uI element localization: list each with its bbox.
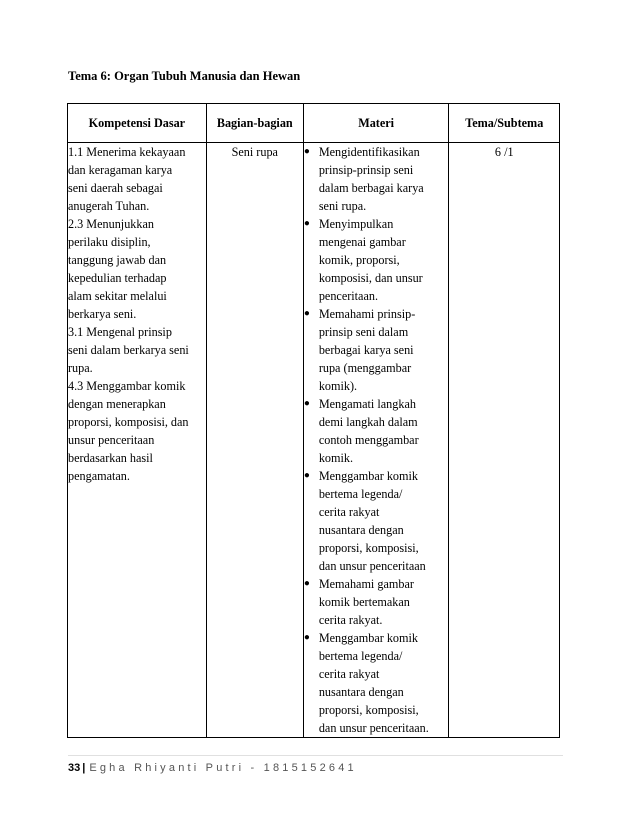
kompetensi-line: 2.3 Menunjukkan [68,217,154,231]
header-materi: Materi [303,104,449,143]
materi-line: Menyimpulkan [318,217,394,231]
materi-line: proporsi, komposisi, [318,541,419,555]
kompetensi-line: seni dalam berkarya seni [68,343,189,357]
footer-divider [68,755,563,756]
materi-line: nusantara dengan [318,523,404,537]
materi-line: Memahami prinsip- [318,307,416,321]
materi-item [304,215,449,305]
page-number: 33 [68,762,81,774]
materi-line: Memahami gambar [318,577,414,591]
competency-table [67,103,560,738]
materi-list [304,143,449,737]
kompetensi-line: berkarya seni. [68,307,137,321]
materi-line: demi langkah dalam [318,415,418,429]
materi-line: bertema legenda/ [318,649,403,663]
kompetensi-line: pengamatan. [68,469,130,483]
bullet-icon: ● [303,218,310,229]
materi-item [304,395,449,467]
bagian-cell: Seni rupa [206,143,303,738]
materi-line: prinsip-prinsip seni [318,163,414,177]
kompetensi-line: anugerah Tuhan. [68,199,150,213]
materi-line: komik). [318,379,358,393]
kompetensi-line: seni daerah sebagai [68,181,163,195]
materi-line: komik bertemakan [318,595,410,609]
kompetensi-line: proporsi, komposisi, dan [68,415,189,429]
kompetensi-line: tanggung jawab dan [68,253,167,267]
tema-subtema-cell: 6 /1 [449,143,560,738]
materi-line: nusantara dengan [318,685,404,699]
materi-item [304,143,449,215]
kompetensi-dasar-cell [68,143,207,738]
kompetensi-line: perilaku disiplin, [68,235,151,249]
bullet-icon: ● [303,578,310,589]
materi-item [304,575,449,629]
footer-separator: | [82,762,86,774]
materi-line: cerita rakyat [318,667,380,681]
materi-item [304,305,449,395]
materi-line: prinsip seni dalam [318,325,409,339]
materi-line: cerita rakyat [318,505,380,519]
materi-line: mengenai gambar [318,235,406,249]
page-footer [68,762,357,774]
materi-line: Menggambar komik [318,469,418,483]
bullet-icon: ● [303,308,310,319]
bullet-icon: ● [303,470,310,481]
materi-line: bertema legenda/ [318,487,403,501]
materi-line: komik. [318,451,354,465]
materi-line: dan unsur penceritaan. [318,721,429,735]
bullet-icon: ● [303,146,310,157]
materi-line: dalam berbagai karya [318,181,424,195]
materi-line: dan unsur penceritaan [318,559,426,573]
materi-line: Mengidentifikasikan [318,145,420,159]
header-tema-subtema: Tema/Subtema [449,104,560,143]
header-bagian-bagian: Bagian-bagian [206,104,303,143]
kompetensi-line: rupa. [68,361,93,375]
table-row [68,143,560,738]
header-kompetensi-dasar: Kompetensi Dasar [68,104,207,143]
materi-line: rupa (menggambar [318,361,412,375]
kompetensi-line: dengan menerapkan [68,397,166,411]
kompetensi-line: berdasarkan hasil [68,451,153,465]
kompetensi-line: kepedulian terhadap [68,271,167,285]
kompetensi-line: 3.1 Mengenal prinsip [68,325,172,339]
footer-author: Egha Rhiyanti Putri - 1815152641 [89,762,357,774]
materi-line: Menggambar komik [318,631,418,645]
kompetensi-line: unsur penceritaan [68,433,155,447]
materi-line: berbagai karya seni [318,343,414,357]
materi-line: komik, proporsi, [318,253,400,267]
page-title: Tema 6: Organ Tubuh Manusia dan Hewan [68,69,301,83]
materi-line: seni rupa. [318,199,367,213]
kompetensi-line: alam sekitar melalui [68,289,167,303]
materi-line: proporsi, komposisi, [318,703,419,717]
bullet-icon: ● [303,632,310,643]
materi-line: komposisi, dan unsur [318,271,423,285]
kompetensi-line: 1.1 Menerima kekayaan [68,145,186,159]
kompetensi-line: 4.3 Menggambar komik [68,379,186,393]
materi-item [304,467,449,575]
materi-line: contoh menggambar [318,433,419,447]
materi-line: cerita rakyat. [318,613,383,627]
bullet-icon: ● [303,398,310,409]
materi-item [304,629,449,737]
kompetensi-line: dan keragaman karya [68,163,173,177]
materi-line: Mengamati langkah [318,397,416,411]
table-header-row [68,104,560,143]
materi-cell [303,143,449,738]
materi-line: penceritaan. [318,289,379,303]
